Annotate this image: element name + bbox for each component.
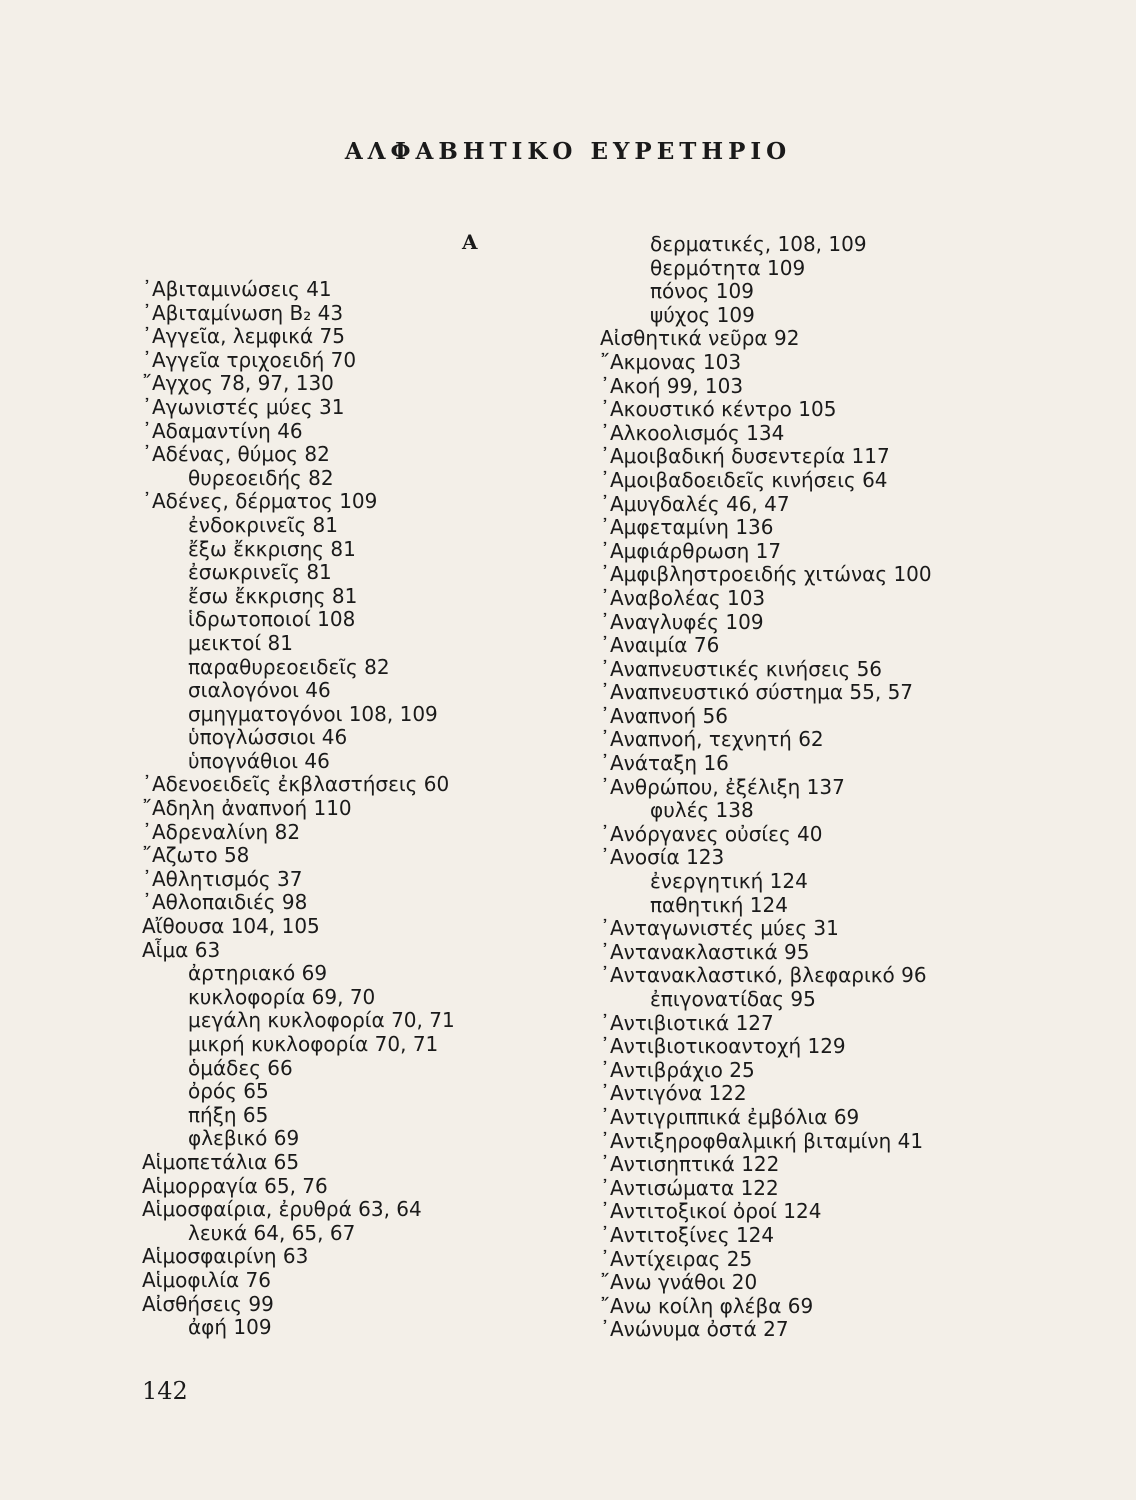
index-entry: ᾿Αδενοειδεῖς ἐκβλαστήσεις 60: [142, 772, 450, 797]
left-entry-list: [142, 278, 455, 1340]
index-entry: ᾿Αβιταμίνωση Β₂ 43: [142, 300, 344, 325]
index-entry: ῎Ανω γνάθοι 20: [600, 1270, 758, 1295]
index-entry: ᾿Αναγλυφές 109: [600, 609, 764, 634]
index-subentry: ἱδρωτοποιοί 108: [188, 607, 356, 632]
index-subentry: ὑπογνάθιοι 46: [188, 748, 330, 773]
index-entry: Αἱμορραγία 65, 76: [142, 1173, 328, 1198]
index-entry: ᾿Αντανακλαστικά 95: [600, 939, 810, 964]
index-entry: ῎Ακμονας 103: [600, 349, 742, 374]
index-subentry: παραθυρεοειδεῖς 82: [188, 654, 390, 679]
index-subentry: παθητική 124: [650, 892, 788, 917]
index-subentry: δερματικές, 108, 109: [650, 232, 867, 256]
index-entry: ᾿Ανοσία 123: [600, 845, 725, 870]
index-entry: ᾿Αθλητισμός 37: [142, 866, 303, 891]
index-subentry: λευκά 64, 65, 67: [188, 1220, 356, 1245]
index-entry: ᾿Αναπνευστικό σύστημα 55, 57: [600, 680, 914, 705]
index-entry: ᾿Αντισώματα 122: [600, 1175, 779, 1200]
index-subentry: ἔξω ἔκκρισης 81: [188, 536, 356, 561]
index-subentry: ὑπογλώσσιοι 46: [188, 725, 348, 750]
index-entry: ᾿Αντανακλαστικό, βλεφαρικό 96: [600, 963, 927, 988]
index-subentry: φυλές 138: [650, 798, 754, 823]
index-entry: ᾿Αναιμία 76: [600, 633, 720, 658]
index-subentry: πόνος 109: [650, 279, 754, 304]
index-entry: ᾿Αδένας, θύμος 82: [142, 442, 330, 467]
index-entry: ᾿Αντιβράχιο 25: [600, 1057, 755, 1082]
index-entry: ᾿Αντισηπτικά 122: [600, 1152, 780, 1177]
index-entry: ᾿Αμοιβαδοειδεῖς κινήσεις 64: [600, 467, 888, 492]
index-entry: ᾿Ακοή 99, 103: [600, 373, 744, 398]
index-entry: Αἱμοσφαιρίνη 63: [142, 1244, 309, 1269]
index-subentry: μεγάλη κυκλοφορία 70, 71: [188, 1008, 455, 1033]
index-subentry: μικρή κυκλοφορία 70, 71: [188, 1032, 439, 1056]
index-entry: ῎Ανω κοίλη φλέβα 69: [600, 1293, 814, 1318]
index-subentry: ἐπιγονατίδας 95: [650, 987, 816, 1011]
index-entry: ᾿Αντιτοξικοί ὀροί 124: [600, 1199, 822, 1224]
index-subentry: ἐνδοκρινεῖς 81: [188, 512, 338, 537]
page-number: 142: [142, 1377, 188, 1405]
section-letter: Α: [462, 230, 478, 254]
index-entry: ᾿Αντιγριππικά ἐμβόλια 69: [600, 1104, 860, 1129]
index-entry: ᾿Αγγεῖα τριχοειδή 70: [142, 347, 357, 372]
index-subentry: ὀρός 65: [188, 1079, 269, 1104]
index-entry: ᾿Αντιβιοτικοαντοχή 129: [600, 1034, 846, 1059]
index-subentry: ἐνεργητική 124: [650, 869, 808, 894]
index-subentry: πήξη 65: [188, 1102, 269, 1127]
index-entry: ᾿Αντίχειρας 25: [600, 1246, 753, 1271]
right-entry-list: [600, 233, 932, 1342]
index-entry: ᾿Αθλοπαιδιές 98: [142, 890, 308, 915]
index-entry: Αἱμοσφαίρια, ἐρυθρά 63, 64: [142, 1197, 422, 1222]
index-entry: Αἷμα 63: [142, 937, 221, 962]
index-entry: Αἰσθήσεις 99: [142, 1291, 274, 1316]
index-subentry: σμηγματογόνοι 108, 109: [188, 701, 438, 726]
index-entry: ᾿Αβιταμινώσεις 41: [142, 277, 332, 301]
index-entry: ᾿Αδένες, δέρματος 109: [142, 489, 378, 514]
index-subentry: θυρεοειδής 82: [188, 465, 334, 490]
index-entry: ᾿Αμοιβαδική δυσεντερία 117: [600, 444, 890, 469]
index-entry: ᾿Ανθρώπου, ἐξέλιξη 137: [600, 774, 845, 799]
index-subentry: μεικτοί 81: [188, 630, 293, 655]
index-entry: ᾿Ανάταξη 16: [600, 751, 729, 776]
index-entry: Αἴθουσα 104, 105: [142, 914, 320, 939]
index-subentry: ὁμάδες 66: [188, 1055, 293, 1080]
index-entry: ᾿Αδαμαντίνη 46: [142, 418, 303, 443]
index-entry: ᾿Αντιβιοτικά 127: [600, 1010, 774, 1035]
index-subentry: ἔσω ἔκκρισης 81: [188, 583, 358, 608]
index-subentry: κυκλοφορία 69, 70: [188, 984, 376, 1009]
index-entry: ᾿Αμυγδαλές 46, 47: [600, 491, 790, 516]
index-entry: ᾿Αμφιάρθρωση 17: [600, 538, 782, 563]
index-entry: ᾿Αναβολέας 103: [600, 585, 766, 610]
page-title: ΑΛΦΑΒΗΤΙΚΟ ΕΥΡΕΤΗΡΙΟ: [344, 138, 792, 165]
index-subentry: ἀφή 109: [188, 1315, 272, 1340]
index-entry: ᾿Ανόργανες οὐσίες 40: [600, 821, 823, 846]
index-subentry: ψύχος 109: [650, 302, 755, 327]
index-entry: ῎Αδηλη ἀναπνοή 110: [142, 796, 352, 821]
index-entry: ᾿Αναπνευστικές κινήσεις 56: [600, 656, 883, 681]
index-entry: ᾿Αμφιβληστροειδής χιτώνας 100: [600, 562, 932, 587]
index-entry: ᾿Αντιξηροφθαλμική βιταμίνη 41: [600, 1128, 924, 1153]
index-entry: ᾿Ανταγωνιστές μύες 31: [600, 916, 839, 941]
index-entry: ῎Αγχος 78, 97, 130: [142, 371, 334, 396]
index-entry: Αἱμοφιλία 76: [142, 1267, 271, 1292]
index-subentry: σιαλογόνοι 46: [188, 678, 331, 703]
index-entry: ᾿Ανώνυμα ὀστά 27: [600, 1317, 789, 1342]
index-entry: ᾿Αντιτοξίνες 124: [600, 1222, 775, 1247]
index-entry: ᾿Αναπνοή 56: [600, 703, 728, 728]
index-subentry: φλεβικό 69: [188, 1126, 300, 1151]
index-entry: Αἰσθητικά νεῦρα 92: [600, 326, 800, 351]
index-entry: ᾿Αναπνοή, τεχνητή 62: [600, 727, 824, 752]
index-entry: ᾿Αδρεναλίνη 82: [142, 819, 301, 844]
index-subentry: θερμότητα 109: [650, 255, 806, 280]
index-entry: ᾿Ακουστικό κέντρο 105: [600, 397, 837, 422]
index-entry: ᾿Αμφεταμίνη 136: [600, 515, 774, 540]
index-entry: ᾿Αγγεῖα, λεμφικά 75: [142, 324, 345, 349]
index-entry: ᾿Αντιγόνα 122: [600, 1081, 747, 1106]
index-entry: ᾿Αλκοολισμός 134: [600, 420, 785, 445]
index-entry: ᾿Αγωνιστές μύες 31: [142, 394, 345, 419]
index-entry: Αἱμοπετάλια 65: [142, 1149, 300, 1174]
index-subentry: ἐσωκρινεῖς 81: [188, 560, 332, 585]
index-subentry: ἀρτηριακό 69: [188, 961, 328, 986]
index-entry: ῎Αζωτο 58: [142, 843, 250, 868]
